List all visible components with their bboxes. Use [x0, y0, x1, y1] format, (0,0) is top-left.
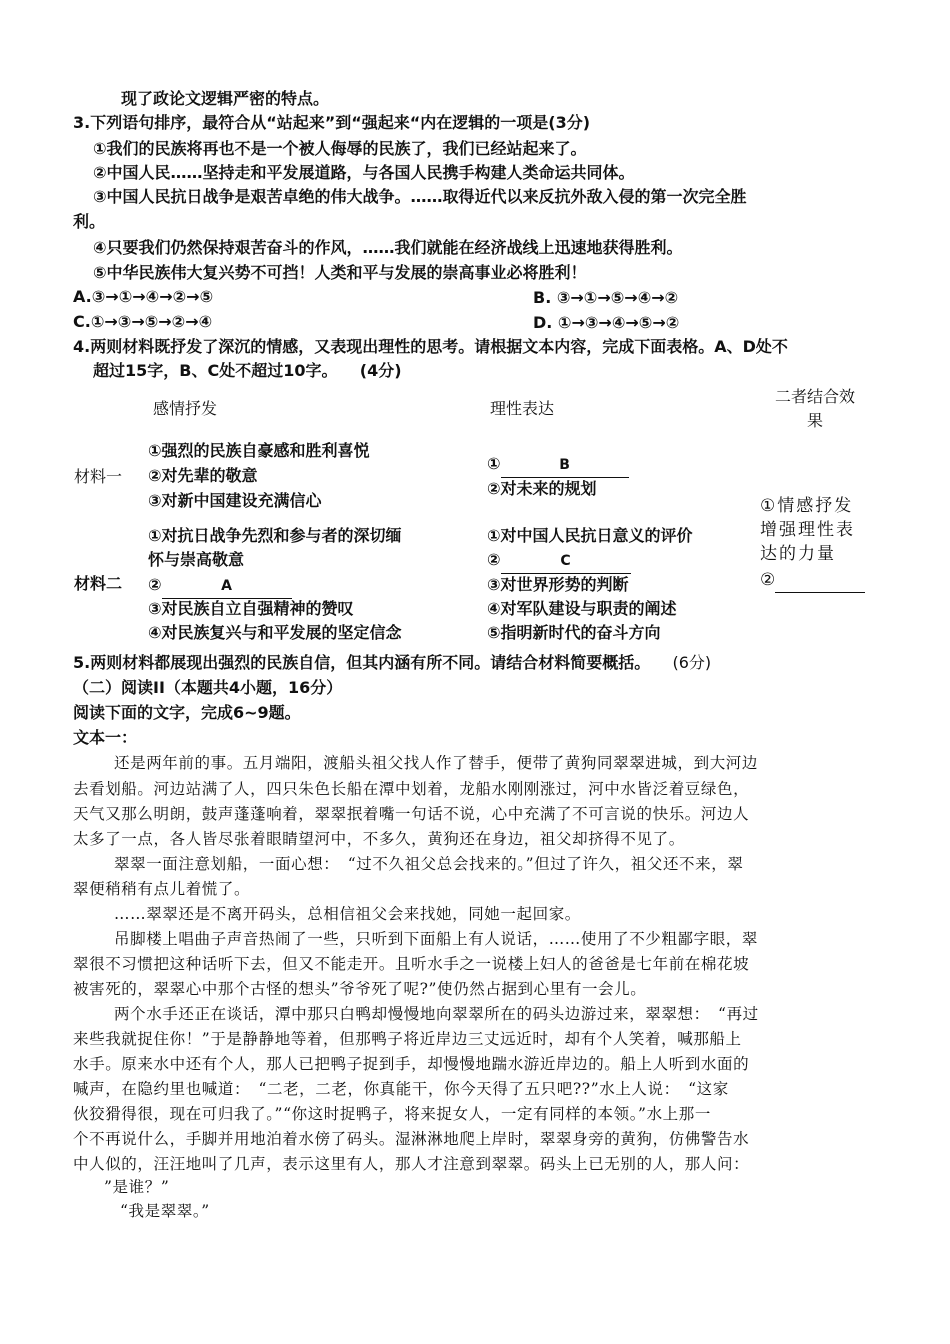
passage-line: 来些我就捉住你！”于是静静地等着，但那鸭子将近岸边三丈远近时，却有个人笑着，喊那船上	[73, 1030, 742, 1048]
blank-a[interactable]: A	[162, 574, 292, 599]
q4-stem: 4.两则材料既抒发了深沉的情感，又表现出理性的思考。请根据文本内容，完成下面表格。A、D处不	[73, 337, 788, 356]
m1-emotion-1: ①强烈的民族自豪感和胜利喜悦	[148, 441, 370, 460]
passage-line: ……翠翠还是不离开码头，总相信祖父会来找她，同她一起回家。	[114, 905, 581, 923]
text-1-label: 文本一：	[73, 728, 138, 747]
m2-reason-5: ⑤指明新时代的奋斗方向	[487, 623, 661, 642]
table-header-effect: 二者结合效 果	[774, 387, 855, 430]
blank-b[interactable]: B	[501, 453, 629, 478]
row-label-material-1: 材料一	[74, 467, 123, 486]
passage-line: “我是翠翠。”	[120, 1202, 210, 1220]
table-header-emotion: 感情抒发	[153, 399, 218, 418]
q5-stem: 5.两则材料都展现出强烈的民族自信，但其内涵有所不同。请结合材料简要概括。 (6分)	[73, 653, 712, 672]
q4-stem-cont: 超过15字，B、C处不超过10字。 (4分)	[93, 361, 402, 380]
passage-line: 翠翠一面注意划船，一面心想： “过不久祖父总会找来的。”但过了许久，祖父还不来，翠	[114, 855, 744, 873]
q3-sentence-1: ①我们的民族将再也不是一个被人侮辱的民族了，我们已经站起来了。	[93, 139, 587, 158]
passage-line: 被害死的，翠翠心中那个古怪的想头”爷爷死了呢?”使仍然占据到心里有一会儿。	[73, 980, 647, 998]
passage-line: 翠便稍稍有点儿着慌了。	[73, 880, 251, 898]
passage-line: 吊脚楼上唱曲子声音热闹了一些，只听到下面船上有人说话，……使用了不少粗鄙字眼，翠	[114, 930, 759, 948]
q3-sentence-5: ⑤中华民族伟大复兴势不可挡！人类和平与发展的崇高事业必将胜利！	[93, 263, 587, 282]
m2-reason-3: ③对世界形势的判断	[487, 575, 629, 594]
m1-reason-1: ① B	[487, 452, 629, 478]
q3-stem: 3.下列语句排序，最符合从“站起来”到“强起来“内在逻辑的一项是(3分)	[73, 113, 591, 132]
m1-reason-2: ②对未来的规划	[487, 479, 597, 498]
q3-sentence-3: ③中国人民抗日战争是艰苦卓绝的伟大战争。……取得近代以来反抗外敌入侵的第一次完全胜	[93, 187, 747, 206]
q3-sentence-4: ④只要我们仍然保持艰苦奋斗的作风，……我们就能在经济战线上迅速地获得胜利。	[93, 238, 683, 257]
section-2-instruction: 阅读下面的文字，完成6~9题。	[73, 703, 301, 722]
m2-emotion-1-cont: 怀与崇高敬意	[148, 550, 245, 569]
passage-line: 伙狡猾得很，现在可归我了。”“你这时捉鸭子，将来捉女人，一定有同样的本领。”水上那一	[73, 1105, 711, 1123]
m1-emotion-3: ③对新中国建设充满信心	[148, 491, 322, 510]
table-header-reason: 理性表达	[490, 399, 555, 418]
q3-sentence-2: ②中国人民……坚持走和平发展道路，与各国人民携手构建人类命运共同体。	[93, 163, 635, 182]
q3-option-b: B. ③→①→⑤→④→②	[533, 288, 679, 307]
effect-1: ①情感抒发 增强理性表 达的力量	[760, 496, 855, 564]
passage-line: 还是两年前的事。五月端阳，渡船头祖父找人作了替手，便带了黄狗同翠翠进城，到大河边	[114, 754, 759, 772]
section-2-title: （二）阅读II（本题共4小题，16分）	[73, 678, 343, 697]
m2-reason-1: ①对中国人民抗日意义的评价	[487, 526, 693, 545]
m2-emotion-2: ② A	[148, 573, 292, 599]
passage-line: ”是谁？”	[104, 1178, 170, 1196]
m2-reason-2: ② C	[487, 548, 631, 574]
passage-line: 个不再说什么，手脚并用地泊着水傍了码头。湿淋淋地爬上岸时，翠翠身旁的黄狗，仿佛警告水	[73, 1130, 750, 1148]
passage-line: 天气又那么明朗，鼓声蓬蓬响着，翠翠抿着嘴一句话不说，心中充满了不可言说的快乐。河边人	[73, 805, 750, 823]
passage-line: 翠很不习惯把这种话听下去，但又不能走开。且听水手之一说楼上妇人的爸爸是七年前在棉花坡	[73, 955, 750, 973]
passage-line: 中人似的，汪汪地叫了几声，表示这里有人，那人才注意到翠翠。码头上已无别的人，那人问：	[73, 1155, 750, 1173]
passage-line: 太多了一点，各人皆尽张着眼睛望河中，不多久，黄狗还在身边，祖父却挤得不见了。	[73, 830, 685, 848]
blank-d[interactable]	[775, 568, 865, 593]
m2-emotion-1: ①对抗日战争先烈和参与者的深切缅	[148, 526, 402, 545]
prev-section-tail: 现了政论文逻辑严密的特点。	[121, 89, 330, 108]
blank-c[interactable]: C	[501, 549, 631, 574]
q3-option-d: D. ①→③→④→⑤→②	[533, 313, 680, 332]
passage-line: 去看划船。河边站满了人，四只朱色长船在潭中划着，龙船水刚刚涨过，河中水皆泛着豆绿色，	[73, 780, 750, 798]
m2-reason-4: ④对军队建设与职责的阐述	[487, 599, 677, 618]
passage-line: 两个水手还正在谈话，潭中那只白鸭却慢慢地向翠翠所在的码头边游过来，翠翠想： “再过	[114, 1005, 759, 1023]
m1-emotion-2: ②对先辈的敬意	[148, 466, 258, 485]
passage-line: 水手。原来水中还有个人，那人已把鸭子捉到手，却慢慢地踹水游近岸边的。船上人听到水面的	[73, 1055, 750, 1073]
q3-option-c: C.①→③→⑤→②→④	[73, 312, 213, 331]
q3-sentence-3-cont: 利。	[73, 212, 106, 231]
m2-emotion-4: ④对民族复兴与和平发展的坚定信念	[148, 623, 402, 642]
m2-emotion-3: ③对民族自立自强精神的赞叹	[148, 599, 354, 618]
q3-option-a: A.③→①→④→②→⑤	[73, 287, 214, 306]
row-label-material-2: 材料二	[74, 574, 123, 593]
effect-2: ②	[760, 568, 865, 593]
passage-line: 喊声，在隐约里也喊道： “二老，二老，你真能干，你今天得了五只吧??”水上人说： “这家	[73, 1080, 729, 1098]
